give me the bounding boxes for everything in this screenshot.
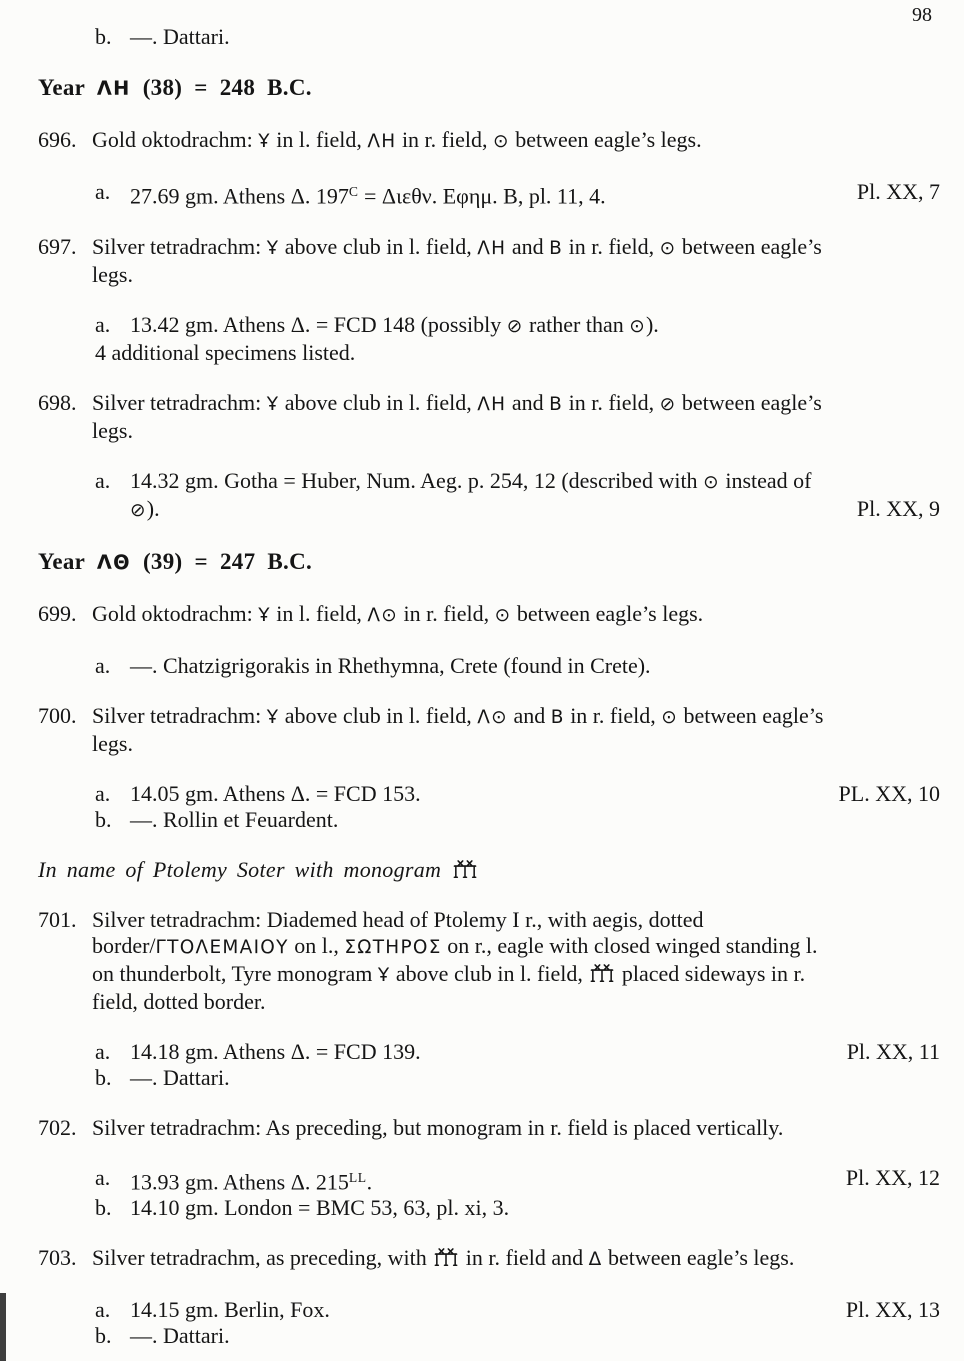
epigraphic-text: ⊘ [130,499,147,521]
specimen-text [130,1323,230,1349]
epigraphic-text: Ұ [266,706,280,728]
specimen-text [130,179,606,210]
entry-line [92,703,940,731]
text-segment: Silver tetradrachm, as preceding, with [92,1245,433,1270]
plate-reference: Pl. XX, 9 [856,495,940,521]
entry-description [92,1245,940,1273]
specimen-letter: b. [95,1323,112,1348]
text-segment: rather than [523,311,630,337]
entry-line [92,1245,940,1273]
text-segment: on l., [288,932,345,958]
indent-spacer [95,496,130,524]
text-segment: field, dotted border. [92,988,266,1014]
scan-artifact [0,1293,6,1361]
specimen-letter: a. [95,780,111,806]
text-segment: above club in l. field, [279,389,478,415]
specimen-text [130,1065,230,1091]
epigraphic-text: Ұ [258,604,271,626]
specimen-letter: b. [95,24,112,49]
text-segment: (38) = 248 B.C. [130,75,312,100]
specimen-text [130,1165,372,1196]
specimen-row [95,1323,940,1349]
text-segment: in r. field, [563,233,660,259]
text-segment: —. Dattari. [130,1323,230,1348]
entry-description [92,1115,940,1141]
entry-number: 700. [38,702,77,728]
text-segment: In name of Ptolemy Soter with monogram [38,856,452,882]
specimen-group [95,781,940,833]
plate-reference: Pl. XX, 11 [846,1038,940,1064]
entry-number: 696. [38,127,77,152]
text-segment: in r. field, [396,127,493,152]
epigraphic-text: ⊙ [629,315,646,337]
entry-description [92,127,940,155]
text-segment: between eagle’s [676,233,822,259]
epigraphic-text: Ұ [266,237,280,259]
text-segment: Year [38,548,97,574]
text-segment: in r. field, [563,389,660,415]
entry-number: 697. [38,233,77,259]
catalog-entry-698 [38,390,940,444]
epigraphic-text: ⊙ [661,706,679,728]
text-segment: ). [645,311,659,337]
specimen-group [95,1165,940,1222]
entry-description [92,907,940,1015]
specimen-row [95,24,940,50]
text-segment: in r. field and [460,1245,589,1270]
text-segment: —. Dattari. [130,24,230,49]
specimen-row [95,496,940,524]
text-segment: between eagle’s legs. [602,1245,795,1270]
catalog-entry-702 [38,1115,940,1141]
specimen-letter: b. [95,1064,112,1090]
text-segment: (39) = 247 B.C. [130,548,313,574]
entry-line [92,234,940,262]
plate-reference: Pl. XX, 12 [845,1164,940,1190]
text-segment: —. Chatzigrigorakis in Rhethymna, Crete (found in Crete). [130,652,651,678]
specimen-letter: a. [95,1164,111,1190]
text-segment: . [366,1169,373,1194]
epigraphic-text: ΛΘ [96,550,131,574]
text-segment: in l. field, [270,127,368,152]
specimen-row [95,1065,940,1091]
text-segment: between eagle’s legs. [509,127,702,152]
epigraphic-text: ΛΗ [96,77,131,100]
epigraphic-text: Ұ [258,131,271,152]
epigraphic-text: ⊘ [506,315,524,337]
specimen-letter: a. [95,652,111,678]
epigraphic-text: ⊙ [703,471,720,493]
text-segment: 14.10 gm. London = BMC 53, 63, pl. xi, 3. [130,1195,510,1220]
catalog-entry-697 [38,234,940,288]
specimen-letter: a. [95,1297,111,1322]
specimen-group [95,1039,940,1091]
text-segment: and [506,233,550,259]
epigraphic-text: ΣΩΤΗΡΟΣ [344,936,442,958]
specimen-text [130,1039,421,1065]
epigraphic-text: Ұ [266,393,280,415]
specimen-group [95,653,940,679]
specimen-letter: a. [95,311,111,337]
text-segment: Silver tetradrachm: [92,233,267,259]
text-segment: in l. field, [270,600,368,626]
specimen-text [130,781,421,807]
specimen-group [95,24,940,50]
specimen-row [95,807,940,833]
specimen-text [130,1195,509,1221]
specimen-row [95,653,940,679]
epigraphic-text: ⊙ [659,237,677,259]
specimen-text [130,24,230,50]
epigraphic-text: ⊘ [659,393,677,415]
entry-line [92,731,940,757]
epigraphic-text: Β [549,393,564,415]
entry-number: 702. [38,1114,77,1140]
text-segment: Year [38,75,97,100]
catalog-entry-701 [38,907,940,1015]
text-segment: and [506,389,550,415]
catalog-entry-696 [38,127,940,155]
catalog-entry-700 [38,703,940,757]
entry-line [92,989,940,1015]
text-segment: above club in l. field, [279,702,478,728]
epigraphic-text: ΛΗ [477,393,507,415]
specimen-text [130,807,338,833]
text-segment: in r. field, [564,702,662,728]
text-segment: above club in l. field, [279,233,478,259]
text-segment: instead of [719,467,812,493]
specimen-text [130,653,651,679]
superscript-text: C [348,184,359,199]
text-segment: border/ [92,932,156,958]
text-segment: 27.69 gm. Athens Δ. 197 [130,183,349,209]
epigraphic-text: ⊙ [494,604,512,626]
entry-line [92,390,940,418]
specimen-text [130,1297,330,1323]
entry-description [92,390,940,444]
specimen-row [95,312,940,340]
year-heading [38,74,940,103]
text-segment: on r., eagle with closed winged standing l. [441,932,818,958]
specimen-text [95,340,355,366]
entry-line [92,262,940,288]
entry-description [92,234,940,288]
specimen-row [95,1039,940,1065]
soter-monogram-icon [451,858,479,880]
catalog-entry-699 [38,601,940,629]
text-segment: above club in l. field, [390,960,589,986]
text-segment: Silver tetradrachm: Diademed head of Ptolemy I r., with aegis, dotted [92,906,704,932]
epigraphic-text: Λ⊙ [477,706,508,728]
epigraphic-text: ΓΤΟΛΕΜΑΙΟΥ [155,936,289,958]
entry-number: 703. [38,1245,77,1270]
text-segment: legs. [92,261,133,287]
entry-number: 699. [38,600,77,626]
specimen-text [130,496,160,524]
content [38,24,940,1349]
text-segment: on thunderbolt, Tyre monogram [92,960,378,986]
entry-number: 701. [38,906,77,932]
text-segment: Silver tetradrachm: [92,702,267,728]
entry-line [92,1115,940,1141]
year-heading [38,548,940,577]
specimen-row [95,179,940,210]
entry-line [92,127,940,155]
specimen-group [95,468,940,524]
specimen-text [130,312,659,340]
specimen-letter: a. [95,467,111,493]
text-segment: between eagle’s [678,702,824,728]
text-segment: = Διεθν. Εφημ. Β, pl. 11, 4. [358,183,606,209]
soter-monogram-icon [432,1246,460,1268]
specimen-row [95,1195,940,1221]
text-segment: —. Dattari. [130,1064,230,1090]
specimen-group [95,312,940,366]
text-segment: legs. [92,417,133,443]
specimen-letter: b. [95,806,112,832]
catalog-entry-703 [38,1245,940,1273]
plate-reference: Pl. XX, 7 [856,179,940,204]
text-segment: Silver tetradrachm: [92,389,267,415]
entry-description [92,601,940,629]
epigraphic-text: ⊙ [492,131,510,152]
entry-line [92,961,940,989]
entry-line [92,418,940,444]
entry-line [92,907,940,933]
specimen-letter: a. [95,1038,111,1064]
specimen-group [95,1297,940,1349]
page-number: 98 [912,4,932,26]
text-segment: —. Rollin et Feuardent. [130,806,339,832]
text-segment: 14.32 gm. Gotha = Huber, Num. Aeg. p. 254, 12 (described with [130,467,704,493]
epigraphic-text: Λ⊙ [367,604,399,626]
text-segment: 13.42 gm. Athens Δ. = FCD 148 (possibly [130,311,507,337]
epigraphic-text: ΛΗ [367,131,397,152]
section-heading [38,857,940,883]
text-segment: Silver tetradrachm: As preceding, but monogram in r. field is placed vertically. [92,1114,784,1140]
epigraphic-text: Β [550,706,565,728]
specimen-row [95,340,940,366]
epigraphic-text: Ұ [377,964,391,986]
epigraphic-text: Δ [588,1249,603,1270]
text-segment: legs. [92,730,133,756]
specimen-letter: b. [95,1195,112,1220]
specimen-letter: a. [95,179,111,204]
epigraphic-text: Β [549,237,564,259]
entry-line [92,601,940,629]
entry-description [92,703,940,757]
text-segment: 14.15 gm. Berlin, Fox. [130,1297,330,1322]
text-segment: between eagle’s legs. [511,600,704,626]
text-segment: Gold oktodrachm: [92,600,259,626]
text-segment: placed sideways in r. [616,960,806,986]
specimen-group [95,179,940,210]
text-segment: 13.93 gm. Athens Δ. 215 [130,1169,349,1194]
plate-reference: PL. XX, 10 [838,780,940,806]
entry-line [92,933,940,961]
soter-monogram-icon [588,962,616,984]
specimen-row [95,1297,940,1323]
text-segment: between eagle’s [676,389,822,415]
superscript-text: LL [348,1169,367,1185]
entry-number: 698. [38,389,77,415]
text-segment: in r. field, [398,600,495,626]
plate-reference: Pl. XX, 13 [845,1297,940,1322]
specimen-row [95,781,940,807]
text-segment: and [507,702,551,728]
text-segment: 4 additional specimens listed. [95,339,356,365]
specimen-text [130,468,812,496]
text-segment: 14.05 gm. Athens Δ. = FCD 153. [130,780,421,806]
text-segment: 14.18 gm. Athens Δ. = FCD 139. [130,1038,421,1064]
text-segment: Gold oktodrachm: [92,127,259,152]
epigraphic-text: ΛΗ [477,237,507,259]
text-segment: ). [146,495,160,521]
specimen-row [95,468,940,496]
specimen-row [95,1165,940,1196]
